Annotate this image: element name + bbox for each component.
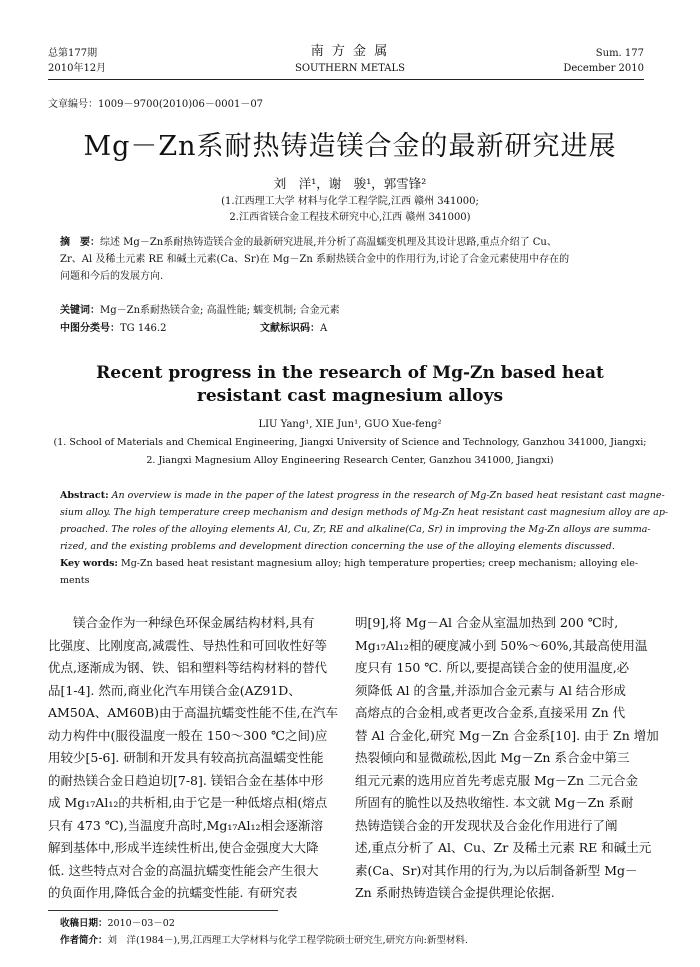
journal-name-cn: 南 方 金 属 (310, 44, 390, 59)
abstract-cn-line-2: Zr、Al 及稀土元素 RE 和碱土元素(Ca、Sr)在 Mg－Zn 系耐热镁合金中的作用行为,讨论了合金元素使用中存在的 (60, 254, 570, 265)
affiliation-cn-1: (1.江西理工大学 材料与化学工程学院,江西 赣州 341000; (221, 196, 479, 207)
body-right-line: 所固有的脆性以及热收缩性. 本文就 Mg－Zn 系耐 (355, 795, 634, 810)
authors-cn: 刘 洋¹，谢 骏¹，郭雪锋² (273, 176, 427, 191)
body-left-line: 的耐热镁合金日趋迫切[7-8]. 镁铝合金在基体中形 (48, 772, 324, 788)
article-number: 文章编号：1009－9700(2010)06－0001－07 (48, 99, 264, 110)
body-right-line: 明[9],将 Mg－Al 合金从室温加热到 200 ℃时, (355, 615, 619, 630)
keywords-en-line-1: Mg-Zn based heat resistant magnesium alloy; high temperature properties; creep mechanism; alloying ele- (120, 558, 639, 569)
affiliation-en-1: (1. School of Materials and Chemical Engineering, Jiangxi University of Science and Technology, Ganzhou 341000, Jiangxi; (53, 437, 647, 448)
body-left-line: 成 Mg₁₇Al₁₂的共析相,由于它是一种低熔点相(熔点 (48, 795, 328, 810)
body-left-line: 动力构件中(服役温度一般在 150～300 ℃之间)应 (48, 727, 328, 743)
bio-label: 作者简介： (60, 935, 108, 946)
body-right-line: 组元元素的选用应首先考虑克服 Mg－Zn 二元合金 (355, 772, 638, 788)
abstract-en-line-1: An overview is made in the paper of the latest progress in the research of Mg-Zn based heat resistant cast magne- (111, 490, 665, 501)
body-right-column (355, 612, 659, 905)
header-rule (48, 79, 644, 80)
classification-number (60, 322, 166, 336)
header-date-cn: 2010年12月 (48, 63, 107, 74)
title-en-line-1: Recent progress in the research of Mg-Zn based heat (96, 363, 604, 383)
body-left-line: 解到基体中,形成半连续性析出,使合金强度大大降 (48, 840, 319, 855)
abstract-cn-line-1: 综述 Mg－Zn系耐热铸造镁合金的最新研究进展,并分析了高温蠕变机理及其设计思路,重点介绍了 Cu、 (100, 237, 557, 248)
bio-text: 刘 洋(1984－),男,江西理工大学材料与化学工程学院硕士研究生,研究方向:新型材料. (107, 935, 468, 946)
keywords-en-line-2: ments (60, 575, 90, 586)
footnote-rule (48, 910, 278, 911)
document-code-value: A (320, 323, 328, 334)
body-right-line: 须降低 Al 的含量,并添加合金元素与 Al 结合形成 (355, 682, 626, 698)
abstract-en-line-3: proached. The roles of the alloying elements Al, Cu, Zr, RE and alkaline(Ca, Sr) in improving the Mg-Zn alloys are summa- (60, 524, 651, 535)
body-right-line: 度只有 150 ℃. 所以,要提高镁合金的使用温度,必 (355, 660, 630, 675)
abstract-cn-line-3: 问题和今后的发展方向. (60, 271, 164, 282)
received-date (60, 916, 175, 931)
abstract-en-line-2: sium alloy. The high temperature creep mechanism and design methods of Mg-Zn heat resistant cast magnesium alloy are ap- (60, 507, 669, 518)
body-right-line: Zn 系耐热铸造镁合金提供理论依据. (355, 885, 555, 900)
keywords-en-label: Key words: (60, 558, 118, 569)
body-left-line: 比强度、比刚度高,减震性、导热性和可回收性好等 (48, 637, 327, 653)
journal-name-en: SOUTHERN METALS (295, 63, 405, 74)
body-left-line: 只有 473 ℃),当温度升高时,Mg₁₇Al₁₂相会逐渐溶 (48, 817, 323, 833)
body-right-line: 高熔点的合金相,或者更改合金系,直接采用 Zn 代 (355, 705, 626, 720)
header-issue-cn: 总第177期 (48, 48, 98, 59)
body-left-line: 低. 这些特点对合金的高温抗蠕变性能会产生很大 (48, 862, 319, 878)
body-left-line: 品[1-4]. 然而,商业化汽车用镁合金(AZ91D、 (48, 682, 301, 698)
abstract-cn-label: 摘 要： (60, 237, 100, 248)
title-cn: Mg－Zn系耐热铸造镁合金的最新研究进展 (83, 131, 617, 162)
abstract-en-label: Abstract: (60, 490, 109, 501)
abstract-en-line-4: rized, and the existing problems and development direction concerning the use of the alloying elements discussed. (60, 541, 615, 552)
keywords-cn-text: Mg－Zn系耐热镁合金; 高温性能; 蠕变机制; 合金元素 (100, 305, 340, 316)
keywords-cn-label: 关键词： (60, 305, 100, 316)
authors-en: LIU Yang¹, XIE Jun¹, GUO Xue-feng² (258, 419, 442, 430)
header-issue-en: Sum. 177 (595, 48, 644, 59)
author-bio (60, 933, 468, 948)
affiliation-cn-2: 2.江西省镁合金工程技术研究中心,江西 赣州 341000) (229, 212, 471, 223)
body-left-line: 的负面作用,降低合金的抗蠕变性能. 有研究表 (48, 885, 298, 900)
document-code-label: 文献标识码： (260, 323, 320, 334)
body-left-line: 用较少[5-6]. 研制和开发具有较高抗高温蠕变性能 (48, 750, 324, 765)
body-right-line: 热裂倾向和显微疏松,因此 Mg－Zn 系合金中第三 (355, 750, 630, 765)
body-right-line: Mg₁₇Al₁₂相的硬度减小到 50%～60%,其最高使用温 (355, 637, 648, 653)
body-right-line: 热铸造镁合金的开发现状及合金化作用进行了阐 (355, 817, 618, 833)
abstract-en (60, 487, 669, 555)
body-right-line: 素(Ca、Sr)对其作用的行为,为以后制备新型 Mg－ (355, 862, 638, 878)
keywords-en (60, 555, 650, 589)
body-left-line: AM50A、AM60B)由于高温抗蠕变性能不佳,在汽车 (48, 705, 339, 720)
header-date-en: December 2010 (563, 63, 644, 74)
title-en-line-2: resistant cast magnesium alloys (196, 386, 504, 406)
document-code (260, 322, 327, 336)
body-left-column (48, 612, 339, 905)
keywords-cn (60, 304, 340, 318)
received-label: 收稿日期： (60, 918, 108, 929)
abstract-cn (60, 236, 650, 284)
received-value: 2010－03－02 (107, 918, 175, 929)
classification-value: TG 146.2 (120, 323, 167, 334)
body-left-line: 镁合金作为一种绿色环保金属结构材料,具有 (48, 615, 315, 630)
body-right-line: 述,重点分析了 Al、Cu、Zr 及稀土元素 RE 和碱土元 (355, 840, 652, 855)
body-right-line: 替 Al 合金化,研究 Mg－Zn 合金系[10]. 由于 Zn 增加 (355, 727, 659, 743)
classification-label: 中图分类号： (60, 323, 120, 334)
affiliation-en-2: 2. Jiangxi Magnesium Alloy Engineering Research Center, Ganzhou 341000, Jiangxi) (146, 455, 554, 466)
body-left-line: 优点,逐渐成为钢、铁、铝和塑料等结构材料的替代 (48, 660, 327, 675)
